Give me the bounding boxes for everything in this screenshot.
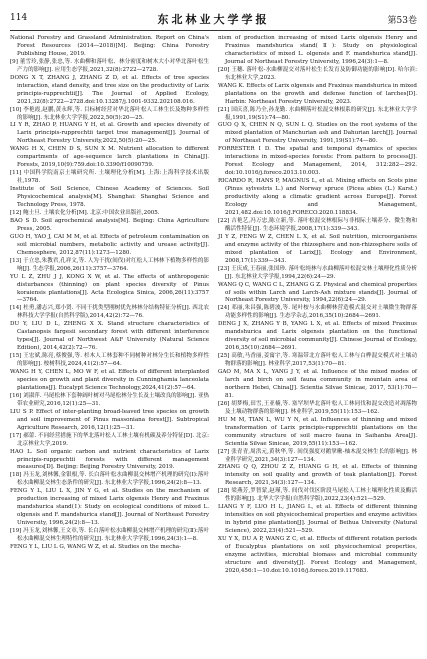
reference-entry: FORRESTER I D. The spatial and temporal dynamics of species interactions in mixed-species forests: From pattern to process[J]. Forest Ecology and Management, 2014, 312:282—292. doi:10.1016/j.foreco.2013.10.003. bbox=[218, 146, 417, 177]
reference-entry: [27] 张青青,周洪元,黄秋华,等. 间伐强度对鹅掌楸-柚木混交林生长的影响[J]. 林业科学研究,2021,34(3):127—134. bbox=[218, 448, 417, 463]
reference-entry: [17] 郝蕾. 不同经营措施下的华北落叶松人工林土壤有机碳及养分特征[D]. 北京:北京林业大学,2019. bbox=[10, 432, 209, 447]
reference-entry: WANG H Y, CHEN L, MO W F, et al. Effects of different interplanted species on growth and plant diversity in Cunninghamia lanceolata plantations[J]. Eucalypt Science Technology,2024,41(2):57—64. bbox=[10, 369, 209, 391]
reference-entry: Institute of Soil Science, Chinese Academy of Sciences. Soil Physicochemical analysis[M]. Shanghai: Shanghai Science and Technology Press, 1978. bbox=[10, 186, 209, 209]
reference-entry: LI Y R, ZHAO P, HUANG Y H, et al. Growth and species diversity of Larix principis-rupprechtii target tree management[J]. Journal of Northeast Forestry University,2022,50(5):20—25. bbox=[10, 122, 209, 145]
reference-entry: GUO Q X, CHEN N Q, SUN L Q. Studies on the root systems of the mixed plantation of Manchurian ash and Dahurian larch[J]. Journal of Northeast Forestry University, 1991,19(S1):74—80. bbox=[218, 122, 417, 145]
volume-label: 第53卷 bbox=[387, 16, 417, 26]
reference-entry: [15] 王宏斌,陈亮,蔡俊强,等. 杉木人工林套种不同树种对林分生长和植物多样性的影响[J]. 桉树科技,2024,41(2):57—64. bbox=[10, 353, 209, 368]
reference-entry: HU M M, TIAN L, WU Y N, et al. Influences of thinning and mixed transformation of Larix principis-rupprechtii plantations on the community structure of soil macro fauna in Saihanba Area[J]. Scientia Silvae Sinicae, 2019,55(11):153—162. bbox=[218, 416, 417, 447]
reference-entry: FENG Y L, LIU L G, WANG W Z, et al. Studies on the mecha- bbox=[10, 544, 181, 550]
reference-entry: [14] 杜勇,潘志兴,郑小贤. 不同干扰类型刚树优先林林分结构特征分析[J]. 西北农林科技大学学报(自然科学版),2014,42(2):72—76. bbox=[10, 305, 209, 320]
reference-entry: [26] 胡梦梅,田雪,王亚楠,等. 塞罕坝华北落叶松人工林同伐和混交改造对凋落物及土壤动物群落的影响[J]. 林业科学,2019,55(11):153—162. bbox=[218, 400, 417, 415]
journal-title: 东北林业大学学报 bbox=[157, 13, 270, 26]
reference-entry: DENG J X, ZHANG Y B, YANG L X, et al. Effects of mixed Fraxinus mandshurica and Larix olgensis plantation on the functional diversity of soil microbial community[J]. Chinese Journal of Ecology, 2016,35(10):2684—2691. bbox=[218, 321, 417, 352]
reference-entry: DU Y, LIU D L, ZHENG X X. Stand structure characteristics of Castanopsis fargesii secondary forest with different interference types[J]. Journal of Northwest A&F University (Natural Science Edition), 2014,42(2):72—76. bbox=[10, 321, 209, 352]
reference-entry: RICARDO R, HANS P, MAGNUS L, et al. Mixing effects on Scots pine (Pinus sylvestris L.) and Norway spruce (Picea abies (L.) Karst.) productivity along a climatic gradient across Europe[J]. Forest Ecology and Management, 2021,482.doi:10.1016/J.FORECO.2020.118834. bbox=[218, 178, 417, 216]
header-rule bbox=[10, 30, 417, 31]
reference-entry: DONG X T, ZHANG J, ZHANG Z D, et al. Effects of tree species interaction, stand density, and tree size on the productivity of Larix principis-rupprechtii[J]. The Journal of Applied Ecology, 2021,32(8):2722—2728.doi:10.13287/j.1001-9332.202108.016. bbox=[10, 74, 209, 105]
reference-entry: WANG Q C, WANG C L, ZHANG G Z. Physical and chemical properties of soils within Larch and Larch-Ash mixture stands[J]. Journal of Northeast Forestry University, 1994,22(6):24—29. bbox=[218, 281, 417, 304]
reference-entry: [24] 邓丽,朱昌强,陈碧波,等. 尾叶桉与水曲柳林营造模式混交对土壤微生物群落功能多样性的影响[J]. 生态学杂志,2016,35(10):2684—2691. bbox=[218, 305, 417, 320]
reference-entry: [10] 李艳霞,赵鹏,黄永辉,等. 目标树经营对华北落叶松人工林生长及物种多样性的影响[J]. 东北林业大学学报,2022,50(5):20—25. bbox=[10, 106, 209, 121]
reference-column-right bbox=[218, 35, 417, 576]
reference-entry: [25] 高敏,马香丽,姜寓宇,等. 寒温带北方落叶松人工林与白桦混交模式对土壤动物群落的影响[J]. 林业科学,2017,53(1):70—81. bbox=[218, 353, 417, 368]
reference-entry: [9] 董雪玲,张静,张忠,等. 水曲柳和落叶松、林分密度和树木大小对华北落叶松生产力的影响[J]. 应用生态学报,2021,32(8):2722—2728. bbox=[10, 58, 209, 73]
reference-entry: LIU S P. Effect of inter-planting broad-leaved tree species on growth and soil improvement of Pinus massoniana forest[J]. Subtropical Agriculture Research, 2016,12(1):25—31. bbox=[10, 408, 209, 431]
reference-entry: [11] 中国科学院南京土壤研究所. 土壤理化分析[M]. 上海:上海科学技术出版社,1978. bbox=[10, 170, 209, 185]
reference-entry: GAO M, MA X L, YANG J Y, et al. Influence of the mixed modes of larch and birch on soil fauna community in mountain area of northern Hebei, China[J]. Scientia Silvae Sinicae, 2017, 53(1):70—81. bbox=[218, 369, 417, 399]
reference-entry: [19] 冯玉龙,刘林馨,王文章,等. 长白落叶松水曲柳混交林增产机理的研究(Ⅱ):落叶松水曲柳混交林生理特性的研究[J]. 东北林业大学学报,1996,24(3):1—8. bbox=[10, 528, 209, 543]
reference-entry: [20] 王穗. 落叶松-水曲柳混交对落叶松生长发育及防御功能的影响[D]. 哈尔滨:东北林业大学,2023. bbox=[218, 66, 417, 81]
reference-entry: [18] 冯玉龙,刘林馨,金银根,等. 长白落叶松水曲柳混交林增产机理的研究(Ⅰ):落叶松水曲柳混交林生态条件的研究[J]. 东北林业大学学报,1996,24(2):8—13. bbox=[10, 472, 209, 487]
reference-entry: [16] 刘淑萍. 马尾松林下套种阔叶树对马尾松林分生长及土壤改良的影响[J]. 亚热带农业研究,2016,12(1):25—31. bbox=[10, 392, 209, 407]
reference-entry: [21] 国庆喜,陈乃全,孙龙勤. 水曲柳落叶松混交林根系的研究[J]. 东北林业大学学报,1991,19(S1):74—80. bbox=[218, 106, 417, 121]
reference-entry: nism of production increasing of mixed Larix olgensis Henry and Fraxinus mandshurica stand(Ⅱ): Study on physiological characteristics of mixed L. olgensis and F. mandshurica stand[J]. Journal of Northeast Forestry University, 1996,24(3):1—8. bbox=[218, 35, 417, 65]
reference-entry: JI Y Z, FENG W Z, CHEN L X, et al. Soil nutrition, microorganisms and enzyme activity of the rhizosphere and non-rhizosphere soils of mixed plantation of Larix[J]. Ecology and Environment, 2008,17(1):339—343. bbox=[218, 233, 417, 264]
reference-entry: HAO L. Soil organic carbon and nutrient characteristics of Larix principis-rupprechtii forests with different management measures[D]. Beijing: Beijing Forestry University, 2019. bbox=[10, 448, 209, 471]
page-number: 114 bbox=[10, 13, 28, 23]
reference-entry: ZHANG Q Q, ZHOU Z Z, HUANG G H, et al. Effects of thinning intensity on soil quality and growth of teak plantation[J]. Forest Research, 2021,34(3):127—134. bbox=[218, 464, 417, 487]
reference-entry: BAO S D. Soil agrochemical analysis[M]. Beijing: China Agriculture Press, 2005. bbox=[10, 217, 209, 232]
reference-entry: National Forestry and Grassland Administration. Report on China's Forest Resources (2014—2018)[M]. Beijing: China Forestry Publishing House, 2019. bbox=[10, 35, 209, 57]
reference-entry: YU L Z, ZHU J J, KONG X W, et al. The effects of anthropogenic disturbances (thinning) on plant species diversity of Pinus koraiensis plantations[J]. Acta Ecologica Sinica, 2006,26(11):3757—3764. bbox=[10, 273, 209, 304]
reference-entry: WANG K. Effects of Larix olgensis and Fraxinus mandshurica in mixed plantations on the growth and defense function of larches[D]. Harbin: Northeast Forestry University, 2023. bbox=[218, 82, 417, 105]
reference-column-left bbox=[10, 35, 209, 552]
reference-entry: LIANG Y F, LUO H L, JIANG L, et al. Effects of different thinning intensities on soil physicochemical properties and enzyme activities in hybrid pine plantation[J]. Journal of Beihua University (Natural Science), 2022,23(4):521—529. bbox=[218, 504, 417, 535]
reference-entry: [13] 于立忠,朱教君,孔祥文,等. 人为干扰(间伐)对红松人工林林下植物多样性的影响[J]. 生态学报,2006,26(11):3757—3764. bbox=[10, 257, 209, 272]
reference-entry: XU Y X, DU A P, WANG Z C, et al. Effects of different rotation periods of Eucalyptus plantations on soil physicochemical properties, enzyme activities, microbial biomass and microbial community structure and diversity[J]. Forest Ecology and Management, 2020,456:1—10.doi:10.1016/j.foreco.2019.117683. bbox=[218, 536, 417, 574]
reference-entry: [28] 梁燕芳,罗智蒙,赵瑾,等. 间伐对伐区阶段马尾松人工林土壤理化性质及酶活性的影响[J]. 北华大学学报(自然科学版),2022,23(4):521—529. bbox=[218, 488, 417, 503]
reference-entry: FENG Y L, LIU L X, JIN Y G, et al. Studies on the mechanism of production increasing of mixed Larix olgensis Henry and Fraxinus mandshurica stand(Ⅰ): Study on ecological conditions of mixed L. olgensis and F. mandshurica stand[J]. Journal of Northeast Forestry University, 1996,24(2):8—13. bbox=[10, 488, 209, 527]
reference-entry: GUO H, YAO J, CAI M M, et al. Effects of petroleum contamination on soil microbial numbers, metabolic activity and urease activity[J]. Chemosphere, 2012,87(11):1273—1280. bbox=[10, 233, 209, 256]
reference-entry: [22] 吉艳艺,冯万忠,陈立新,等. 落叶松混交林根际与非根际土壤养分、微生物和酶活性特征[J]. 生态环境学报,2008,17(1):339—343. bbox=[218, 217, 417, 232]
reference-entry: [23] 王庆成,王春丽,张国珍. 落叶松纯林与水曲柳落叶松混交林土壤理化性质分析[J]. 东北林业大学学报,1994,22(6):24—29. bbox=[218, 265, 417, 280]
page-header bbox=[0, 0, 427, 34]
reference-entry: WANG H X, CHEN D S, SUN X M. Nutrient allocation to different compartments of age-sequence larch plantations in China[J]. Forests, 2019,10(9):759.doi:10.3390/f10090759. bbox=[10, 146, 209, 169]
reference-entry: [12] 鲍士旦. 土壤农化分析[M]. 北京:中国农业出版社,2005. bbox=[10, 209, 160, 216]
